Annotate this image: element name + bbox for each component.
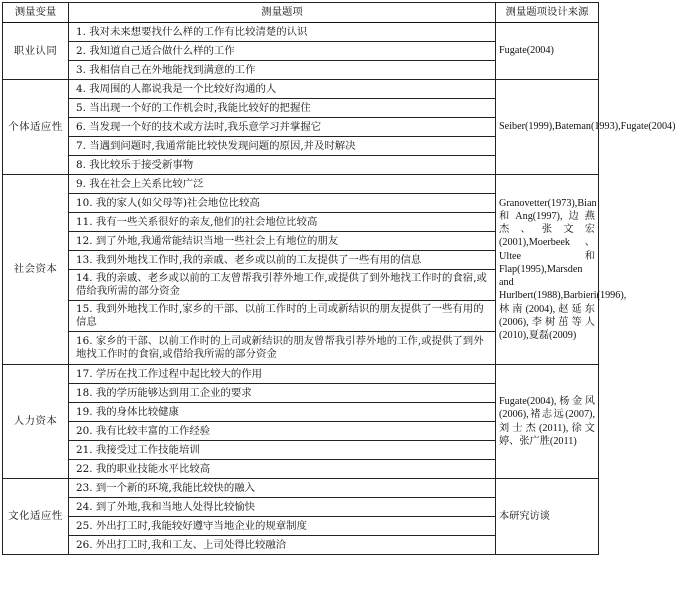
header-item: 测量题项	[69, 3, 496, 23]
source-cell: Granovetter(1973),Bian和Ang(1997),边燕杰、张文宏(2001),Moerbeek、Ultee和Flap(1995),Marsden and Hurlbert(1988),Barbieri(1996),林南(2004),赵延东(2006),李树茁等人(2010),夏磊(2009)	[496, 175, 599, 365]
item-cell: 4. 我周围的人都说我是一个比较好沟通的人	[69, 80, 496, 99]
item-cell: 3. 我相信自己在外地能找到满意的工作	[69, 61, 496, 80]
header-row	[3, 3, 599, 23]
table-row	[3, 365, 599, 384]
variable-cell: 个体适应性	[3, 80, 69, 175]
item-cell: 25. 外出打工时,我能较好遵守当地企业的规章制度	[69, 517, 496, 536]
item-cell: 14. 我的亲戚、老乡或以前的工友曾帮我引荐外地工作,或提供了到外地找工作时的食宿,或借给我所需的部分资金	[69, 270, 496, 301]
item-cell: 21. 我接受过工作技能培训	[69, 441, 496, 460]
source-cell: Seiber(1999),Bateman(1993),Fugate(2004)	[496, 80, 599, 175]
variable-cell: 职业认同	[3, 23, 69, 80]
variable-cell: 文化适应性	[3, 479, 69, 555]
item-cell: 16. 家乡的干部、以前工作时的上司或新结识的朋友曾帮我引荐外地的工作,或提供了到外地找工作时的食宿,或借给我所需的部分资金	[69, 332, 496, 365]
item-cell: 2. 我知道自己适合做什么样的工作	[69, 42, 496, 61]
item-cell: 12. 到了外地,我通常能结识当地一些社会上有地位的朋友	[69, 232, 496, 251]
table-row	[3, 80, 599, 99]
item-cell: 20. 我有比较丰富的工作经验	[69, 422, 496, 441]
measurement-table	[2, 2, 676, 555]
item-cell: 6. 当发现一个好的技术或方法时,我乐意学习并掌握它	[69, 118, 496, 137]
item-cell: 11. 我有一些关系很好的亲友,他们的社会地位比较高	[69, 213, 496, 232]
header-source: 测量题项设计来源	[496, 3, 599, 23]
item-cell: 23. 到一个新的环境,我能比较快的融入	[69, 479, 496, 498]
item-cell: 7. 当遇到问题时,我通常能比较快发现问题的原因,并及时解决	[69, 137, 496, 156]
source-cell: Fugate(2004)	[496, 23, 599, 80]
item-cell: 8. 我比较乐于接受新事物	[69, 156, 496, 175]
item-cell: 17. 学历在找工作过程中起比较大的作用	[69, 365, 496, 384]
item-cell: 1. 我对未来想要找什么样的工作有比较清楚的认识	[69, 23, 496, 42]
item-cell: 15. 我到外地找工作时,家乡的干部、以前工作时的上司或新结识的朋友提供了一些有用的信息	[69, 301, 496, 332]
item-cell: 18. 我的学历能够达到用工企业的要求	[69, 384, 496, 403]
item-cell: 10. 我的家人(如父母等)社会地位比较高	[69, 194, 496, 213]
table-row	[3, 479, 599, 498]
source-cell: Fugate(2004),杨金风(2006),褚志远(2007),刘士杰(2011),徐文婷、张广胜(2011)	[496, 365, 599, 479]
variable-cell: 人力资本	[3, 365, 69, 479]
table-row	[3, 23, 599, 42]
source-cell: 本研究访谈	[496, 479, 599, 555]
item-cell: 26. 外出打工时,我和工友、上司处得比较融洽	[69, 536, 496, 555]
item-cell: 24. 到了外地,我和当地人处得比较愉快	[69, 498, 496, 517]
header-variable: 测量变量	[3, 3, 69, 23]
item-cell: 19. 我的身体比较健康	[69, 403, 496, 422]
item-cell: 9. 我在社会上关系比较广泛	[69, 175, 496, 194]
item-cell: 5. 当出现一个好的工作机会时,我能比较好的把握住	[69, 99, 496, 118]
item-cell: 22. 我的职业技能水平比较高	[69, 460, 496, 479]
item-cell: 13. 我到外地找工作时,我的亲戚、老乡或以前的工友提供了一些有用的信息	[69, 251, 496, 270]
table-row	[3, 175, 599, 194]
variable-cell: 社会资本	[3, 175, 69, 365]
